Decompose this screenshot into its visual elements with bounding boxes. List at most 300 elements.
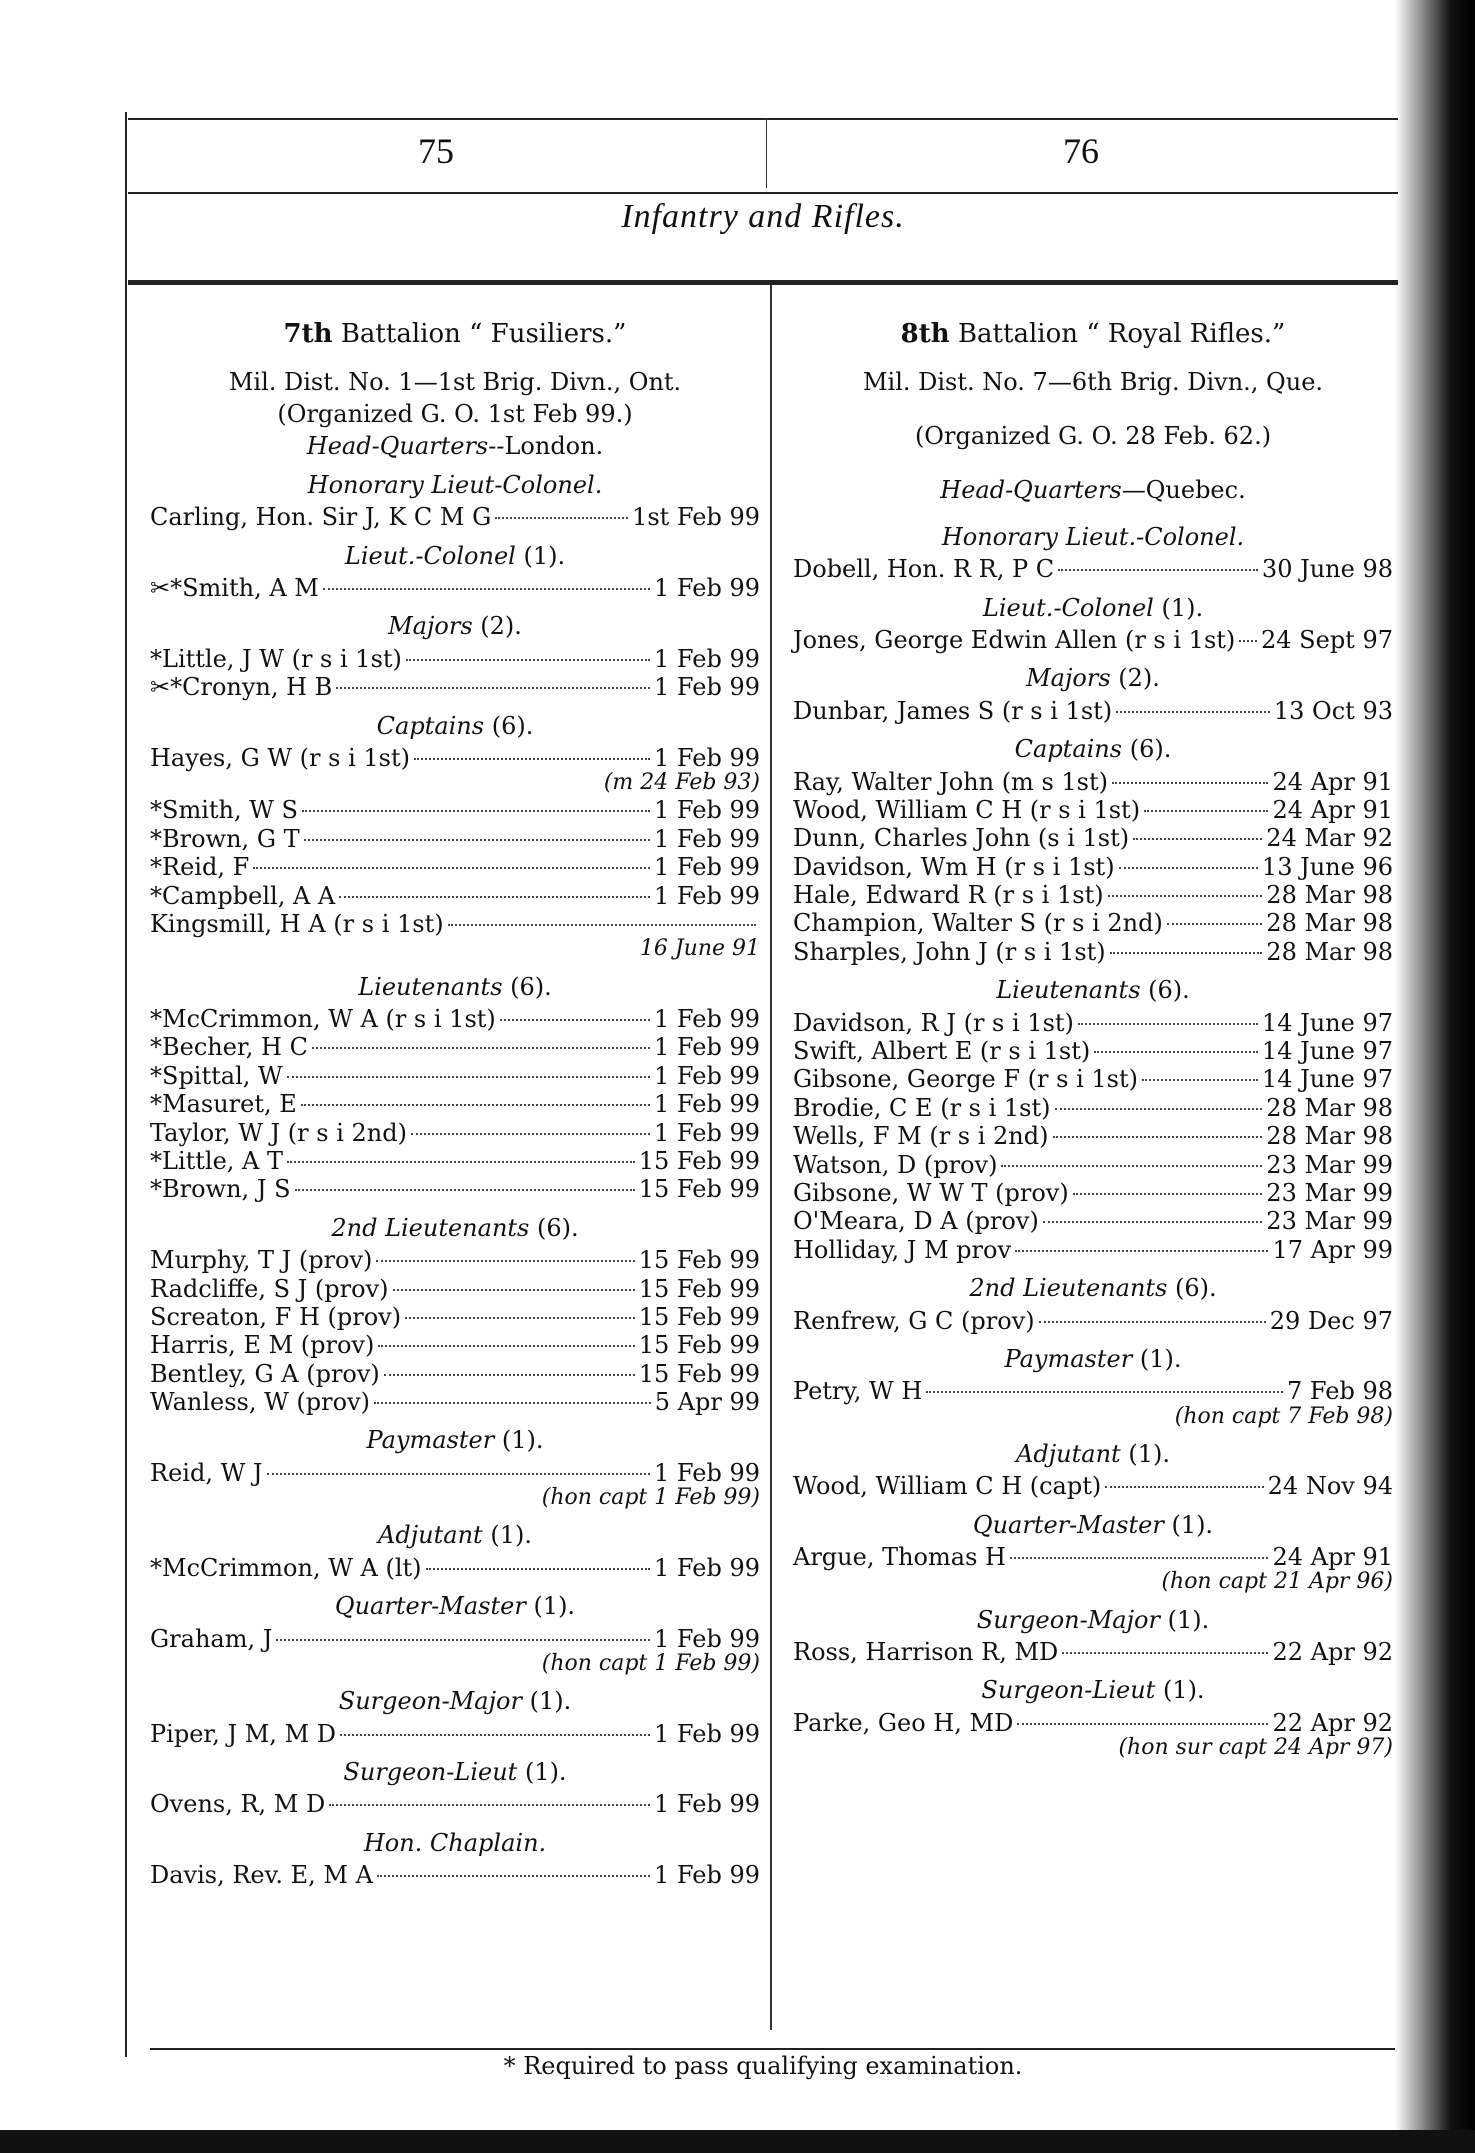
leader-dots bbox=[340, 1734, 650, 1736]
section-heading-label: Paymaster bbox=[1004, 1344, 1133, 1373]
officer-name: Swift, Albert E (r s i 1st) bbox=[793, 1037, 1091, 1066]
officer-name: Gibsone, George F (r s i 1st) bbox=[793, 1065, 1138, 1094]
section-heading bbox=[150, 1215, 760, 1241]
officer-entry bbox=[150, 1332, 760, 1358]
commission-date: 1st Feb 99 bbox=[632, 503, 760, 532]
commission-date: 17 Apr 99 bbox=[1272, 1235, 1393, 1264]
leader-dots bbox=[376, 1260, 634, 1262]
hq-label: Head-Quarters bbox=[940, 476, 1122, 505]
section-heading-label: Captains bbox=[376, 711, 485, 740]
commission-date: 1 Feb 99 bbox=[654, 1790, 760, 1819]
officer-entry bbox=[793, 1095, 1393, 1121]
scan-edge-shadow bbox=[1395, 0, 1475, 2153]
officer-entry bbox=[150, 826, 760, 852]
commission-date: 1 Feb 99 bbox=[654, 853, 760, 882]
officer-name: Brodie, C E (r s i 1st) bbox=[793, 1093, 1051, 1122]
section-heading bbox=[150, 713, 760, 739]
commission-date: 1 Feb 99 bbox=[654, 796, 760, 825]
commission-date: 7 Feb 98 bbox=[1287, 1377, 1393, 1406]
officer-name: Ray, Walter John (m s 1st) bbox=[793, 767, 1108, 796]
officer-name: Watson, D (prov) bbox=[793, 1150, 998, 1179]
officer-name: ✂*Cronyn, H B bbox=[150, 673, 333, 702]
officer-name: Davidson, R J (r s i 1st) bbox=[793, 1008, 1074, 1037]
officer-name: O'Meara, D A (prov) bbox=[793, 1207, 1039, 1236]
hq-value: --London. bbox=[488, 432, 604, 461]
leader-dots bbox=[323, 588, 650, 590]
battalion-name: Battalion “ Royal Rifles.” bbox=[957, 319, 1286, 349]
section-heading-count: (2). bbox=[1118, 664, 1160, 693]
section-heading-label: Quarter-Master bbox=[334, 1592, 526, 1621]
officer-entry bbox=[150, 745, 760, 771]
section-heading-count: (1). bbox=[1171, 1510, 1214, 1539]
officer-name: Hayes, G W (r s i 1st) bbox=[150, 743, 410, 772]
entry-note: 16 June 91 bbox=[639, 936, 760, 962]
leader-dots bbox=[1073, 1193, 1263, 1195]
officer-name: Taylor, W J (r s i 2nd) bbox=[150, 1118, 407, 1147]
section-heading bbox=[793, 1677, 1393, 1703]
section-heading-label: 2nd Lieutenants bbox=[969, 1274, 1168, 1303]
officer-name: Carling, Hon. Sir J, K C M G bbox=[150, 503, 492, 532]
officer-name: Wanless, W (prov) bbox=[150, 1388, 370, 1417]
leader-dots bbox=[301, 1104, 650, 1106]
commission-date: 1 Feb 99 bbox=[654, 573, 760, 602]
commission-date: 15 Feb 99 bbox=[638, 1302, 760, 1331]
section-heading-label: Honorary Lieut-Colonel. bbox=[307, 470, 603, 499]
commission-date: 1 Feb 99 bbox=[654, 1861, 760, 1890]
leader-dots bbox=[411, 1133, 650, 1135]
leader-dots bbox=[1108, 895, 1263, 897]
commission-date: 29 Dec 97 bbox=[1269, 1306, 1393, 1335]
officer-name: Wood, William C H (capt) bbox=[793, 1472, 1102, 1501]
officer-entry bbox=[793, 939, 1393, 965]
commission-date: 24 Mar 92 bbox=[1266, 824, 1393, 853]
officer-name: Davis, Rev. E, M A bbox=[150, 1861, 373, 1890]
section-heading bbox=[150, 1830, 760, 1856]
section-heading-count: (1). bbox=[490, 1521, 532, 1550]
leader-dots bbox=[500, 1019, 650, 1021]
hq-label: Head-Quarters bbox=[306, 432, 489, 461]
commission-date: 23 Mar 99 bbox=[1266, 1207, 1393, 1236]
commission-date: 1 Feb 99 bbox=[654, 1624, 760, 1653]
officer-entry bbox=[793, 1152, 1393, 1178]
section-heading-label: Adjutant bbox=[378, 1521, 483, 1550]
officer-entry bbox=[150, 911, 760, 937]
section-heading-label: Quarter-Master bbox=[972, 1510, 1164, 1539]
section-heading bbox=[150, 472, 760, 498]
officer-entry bbox=[793, 797, 1393, 823]
commission-date: 1 Feb 99 bbox=[654, 1090, 760, 1119]
commission-date: 28 Mar 98 bbox=[1266, 881, 1393, 910]
officer-name: *Smith, W S bbox=[150, 796, 298, 825]
entry-note: (hon capt 1 Feb 99) bbox=[541, 1485, 760, 1511]
officer-name: Jones, George Edwin Allen (r s i 1st) bbox=[793, 625, 1236, 654]
section-heading bbox=[150, 974, 760, 1000]
commission-date: 1 Feb 99 bbox=[654, 1061, 760, 1090]
commission-date: 13 June 96 bbox=[1261, 852, 1393, 881]
officer-name: Kingsmill, H A (r s i 1st) bbox=[150, 910, 444, 939]
leader-dots bbox=[1239, 640, 1257, 642]
section-heading-label: Surgeon-Major bbox=[338, 1687, 522, 1716]
section-heading-count: (1). bbox=[533, 1592, 576, 1621]
section-heading-count: (6). bbox=[1148, 976, 1190, 1005]
leader-dots bbox=[406, 659, 650, 661]
entry-note: (hon capt 21 Apr 96) bbox=[1161, 1569, 1393, 1595]
leader-dots bbox=[1133, 838, 1262, 840]
leader-dots bbox=[1094, 1051, 1258, 1053]
commission-date: 28 Mar 98 bbox=[1266, 1122, 1393, 1151]
organized-left: (Organized G. O. 1st Feb 99.) bbox=[277, 399, 633, 428]
section-heading-count: (6). bbox=[510, 972, 552, 1001]
officer-entry bbox=[793, 1180, 1393, 1206]
battalion-number: 8th bbox=[900, 319, 950, 349]
section-heading-count: (6). bbox=[1175, 1274, 1217, 1303]
district-right: Mil. Dist. No. 7—6th Brig. Divn., Que. bbox=[862, 367, 1324, 396]
commission-date: 1 Feb 99 bbox=[654, 881, 760, 910]
section-heading bbox=[793, 1512, 1393, 1538]
officer-entry bbox=[150, 1063, 760, 1089]
leader-dots bbox=[1167, 923, 1262, 925]
leader-dots bbox=[926, 1391, 1283, 1393]
officer-entry bbox=[150, 1626, 760, 1652]
officer-name: Radcliffe, S J (prov) bbox=[150, 1274, 389, 1303]
section-heading-count: (6). bbox=[491, 711, 534, 740]
section-heading bbox=[793, 736, 1393, 762]
leader-dots bbox=[287, 1161, 635, 1163]
officer-entry bbox=[793, 882, 1393, 908]
officer-entry bbox=[150, 1148, 760, 1174]
officer-name: ✂*Smith, A M bbox=[150, 573, 319, 602]
commission-date: 1 Feb 99 bbox=[654, 824, 760, 853]
officer-entry bbox=[150, 1862, 760, 1888]
leader-dots bbox=[1043, 1221, 1262, 1223]
commission-date: 1 Feb 99 bbox=[654, 644, 760, 673]
leader-dots bbox=[378, 1345, 634, 1347]
battalion-title-right bbox=[793, 320, 1393, 349]
officer-name: Bentley, G A (prov) bbox=[150, 1359, 380, 1388]
officer-name: Parke, Geo H, MD bbox=[793, 1708, 1014, 1737]
officer-entry bbox=[793, 1473, 1393, 1499]
right-column bbox=[793, 320, 1393, 1760]
leader-dots bbox=[377, 1875, 650, 1877]
commission-date: 30 June 98 bbox=[1261, 555, 1393, 584]
leader-dots bbox=[304, 839, 650, 841]
officer-entry bbox=[150, 1176, 760, 1202]
commission-date: 15 Feb 99 bbox=[638, 1146, 760, 1175]
entry-note: (hon capt 7 Feb 98) bbox=[1174, 1403, 1393, 1429]
officer-entry bbox=[793, 825, 1393, 851]
leader-dots bbox=[339, 896, 650, 898]
leader-dots bbox=[329, 1804, 650, 1806]
section-heading-label: Captains bbox=[1014, 735, 1123, 764]
leader-dots bbox=[1039, 1321, 1266, 1323]
leader-dots bbox=[1062, 1652, 1268, 1654]
officer-name: *Campbell, A A bbox=[150, 881, 336, 910]
leader-dots bbox=[1142, 1079, 1258, 1081]
section-heading-count: (6). bbox=[537, 1213, 579, 1242]
officer-entry bbox=[793, 1208, 1393, 1234]
officer-entry bbox=[150, 854, 760, 880]
commission-date: 28 Mar 98 bbox=[1266, 937, 1393, 966]
leader-dots bbox=[393, 1289, 635, 1291]
section-heading-label: Majors bbox=[388, 612, 473, 641]
officer-entry bbox=[150, 575, 760, 601]
leader-dots bbox=[1105, 1486, 1263, 1488]
leader-dots bbox=[495, 517, 628, 519]
officer-entry bbox=[150, 1555, 760, 1581]
officer-entry bbox=[793, 1123, 1393, 1149]
officer-name: Argue, Thomas H bbox=[793, 1543, 1006, 1572]
officer-entry bbox=[150, 1120, 760, 1146]
officer-name: *Spittal, W bbox=[150, 1061, 283, 1090]
leader-dots bbox=[1144, 810, 1268, 812]
section-heading bbox=[150, 1593, 760, 1619]
battalion-number: 7th bbox=[283, 319, 333, 349]
officer-entry bbox=[150, 1276, 760, 1302]
battalion-title-left bbox=[150, 320, 760, 349]
commission-date: 14 June 97 bbox=[1261, 1037, 1393, 1066]
officer-entry bbox=[793, 1710, 1393, 1736]
section-heading-label: Surgeon-Lieut bbox=[343, 1757, 518, 1786]
officer-entry bbox=[793, 854, 1393, 880]
commission-date: 5 Apr 99 bbox=[654, 1388, 760, 1417]
organized-right: (Organized G. O. 28 Feb. 62.) bbox=[914, 421, 1272, 450]
section-heading bbox=[793, 1607, 1393, 1633]
officer-entry bbox=[150, 646, 760, 672]
officer-entry bbox=[150, 1034, 760, 1060]
officer-entry bbox=[793, 769, 1393, 795]
commission-date: 1 Feb 99 bbox=[654, 1005, 760, 1033]
commission-date: 1 Feb 99 bbox=[654, 1033, 760, 1062]
officer-entry bbox=[150, 674, 760, 700]
leader-dots bbox=[276, 1639, 650, 1641]
section-heading-count: (2). bbox=[480, 612, 522, 641]
leader-dots bbox=[1010, 1557, 1269, 1559]
section-heading-label: Majors bbox=[1026, 664, 1111, 693]
page-number-right: 76 bbox=[1063, 131, 1099, 171]
commission-date: 15 Feb 99 bbox=[638, 1175, 760, 1204]
section-heading-count: (1). bbox=[1162, 1676, 1205, 1705]
commission-date: 22 Apr 92 bbox=[1272, 1638, 1393, 1667]
officer-name: Davidson, Wm H (r s i 1st) bbox=[793, 852, 1115, 881]
officer-name: Screaton, F H (prov) bbox=[150, 1302, 402, 1331]
section-heading bbox=[150, 613, 760, 639]
officer-entry bbox=[150, 1721, 760, 1747]
section-heading-label: Honorary Lieut.-Colonel. bbox=[941, 522, 1245, 551]
officer-entry bbox=[793, 1378, 1393, 1404]
section-heading-label: Surgeon-Major bbox=[976, 1605, 1160, 1634]
officer-entry bbox=[150, 1091, 760, 1117]
leader-dots bbox=[287, 1076, 650, 1078]
officer-entry bbox=[793, 1038, 1393, 1064]
officer-name: Dunbar, James S (r s i 1st) bbox=[793, 696, 1113, 725]
commission-date: 1 Feb 99 bbox=[654, 1553, 760, 1582]
commission-date: 23 Mar 99 bbox=[1266, 1178, 1393, 1207]
officer-entry bbox=[150, 504, 760, 530]
commission-date: 22 Apr 92 bbox=[1272, 1708, 1393, 1737]
section-heading bbox=[793, 1275, 1393, 1301]
battalion-name: Battalion “ Fusiliers.” bbox=[340, 319, 627, 349]
commission-date: 24 Apr 91 bbox=[1272, 1543, 1393, 1572]
officer-name: Petry, W H bbox=[793, 1377, 923, 1406]
officer-entry bbox=[150, 1247, 760, 1273]
commission-date: 24 Apr 91 bbox=[1272, 767, 1393, 796]
leader-dots bbox=[1055, 1108, 1263, 1110]
section-heading-label: Lieut.-Colonel bbox=[344, 541, 516, 570]
officer-name: *Reid, F bbox=[150, 853, 250, 882]
section-heading-label: Lieutenants bbox=[996, 976, 1141, 1005]
commission-date: 1 Feb 99 bbox=[654, 1118, 760, 1147]
page-number-divider bbox=[766, 118, 767, 188]
leader-dots bbox=[253, 867, 650, 869]
section-heading-label: Paymaster bbox=[366, 1426, 495, 1455]
section-heading-count: (1). bbox=[1139, 1344, 1182, 1373]
leader-dots bbox=[374, 1402, 651, 1404]
column-divider bbox=[770, 285, 772, 2030]
leader-dots bbox=[1017, 1723, 1268, 1725]
officer-name: Graham, J bbox=[150, 1624, 273, 1653]
commission-date: 15 Feb 99 bbox=[638, 1359, 760, 1388]
officer-entry bbox=[793, 1308, 1393, 1334]
section-heading-count: (1). bbox=[1167, 1605, 1210, 1634]
section-heading bbox=[793, 1346, 1393, 1372]
leader-dots bbox=[267, 1473, 651, 1475]
officer-name: Gibsone, W W T (prov) bbox=[793, 1178, 1069, 1207]
leader-dots bbox=[384, 1374, 635, 1376]
officer-name: Reid, W J bbox=[150, 1458, 263, 1487]
section-heading bbox=[150, 1688, 760, 1714]
section-heading-label: Lieutenants bbox=[358, 972, 503, 1001]
section-heading-label: Lieut.-Colonel bbox=[982, 593, 1154, 622]
officer-name: Murphy, T J (prov) bbox=[150, 1246, 373, 1275]
officer-entry bbox=[793, 627, 1393, 653]
section-heading bbox=[793, 524, 1393, 550]
leader-dots bbox=[414, 758, 650, 760]
officer-name: Hale, Edward R (r s i 1st) bbox=[793, 881, 1104, 910]
section-heading-label: Surgeon-Lieut bbox=[981, 1676, 1156, 1705]
bottom-rule bbox=[150, 2048, 1395, 2050]
section-heading bbox=[150, 1427, 760, 1453]
officer-name: Sharples, John J (r s i 1st) bbox=[793, 937, 1106, 966]
section-heading-label: 2nd Lieutenants bbox=[331, 1213, 530, 1242]
officer-name: *McCrimmon, W A (lt) bbox=[150, 1553, 422, 1582]
section-heading bbox=[793, 977, 1393, 1003]
officer-entry bbox=[793, 1010, 1393, 1036]
commission-date: 1 Feb 99 bbox=[654, 743, 760, 772]
entry-note: (hon capt 1 Feb 99) bbox=[541, 1651, 760, 1676]
section-title: Infantry and Rifles. bbox=[621, 198, 905, 235]
leader-dots bbox=[302, 810, 650, 812]
leader-dots bbox=[1001, 1165, 1262, 1167]
commission-date: 14 June 97 bbox=[1261, 1065, 1393, 1094]
commission-date: 1 Feb 99 bbox=[654, 1719, 760, 1748]
entry-note: (hon sur capt 24 Apr 97) bbox=[1118, 1735, 1393, 1761]
leader-dots bbox=[1119, 867, 1258, 869]
officer-name: Ovens, R, M D bbox=[150, 1790, 326, 1819]
commission-date: 1 Feb 99 bbox=[654, 673, 760, 702]
hq-value: —Quebec. bbox=[1121, 476, 1246, 505]
section-heading-count: (1). bbox=[524, 1757, 567, 1786]
officer-entry bbox=[793, 1639, 1393, 1665]
section-heading-count: (1). bbox=[1128, 1439, 1170, 1468]
leader-dots bbox=[1110, 952, 1263, 954]
page-number-row bbox=[128, 118, 1398, 193]
headquarters-left bbox=[150, 433, 760, 459]
section-heading-count: (1). bbox=[1161, 593, 1204, 622]
leader-dots bbox=[1116, 711, 1270, 713]
leader-dots bbox=[1112, 782, 1269, 784]
officer-name: Harris, E M (prov) bbox=[150, 1331, 375, 1360]
commission-date: 28 Mar 98 bbox=[1266, 1093, 1393, 1122]
officer-name: *Becher, H C bbox=[150, 1033, 308, 1062]
commission-date: 1 Feb 99 bbox=[654, 1458, 760, 1487]
section-heading bbox=[793, 665, 1393, 691]
commission-date: 24 Sept 97 bbox=[1261, 625, 1393, 654]
leader-dots bbox=[1015, 1250, 1268, 1252]
section-heading bbox=[150, 543, 760, 569]
officer-name: *McCrimmon, W A (r s i 1st) bbox=[150, 1005, 496, 1033]
officer-name: Holliday, J M prov bbox=[793, 1235, 1012, 1264]
commission-date: 23 Mar 99 bbox=[1266, 1150, 1393, 1179]
commission-date: 13 Oct 93 bbox=[1273, 696, 1393, 725]
officer-name: Wood, William C H (r s i 1st) bbox=[793, 795, 1141, 824]
officer-entry bbox=[150, 1460, 760, 1486]
officer-entry bbox=[793, 1544, 1393, 1570]
section-heading-count: (6). bbox=[1129, 735, 1172, 764]
officer-entry bbox=[150, 1361, 760, 1387]
section-heading-count: (1). bbox=[501, 1426, 544, 1455]
leader-dots bbox=[336, 687, 650, 689]
section-heading bbox=[150, 1759, 760, 1785]
right-sections bbox=[793, 524, 1393, 1761]
leader-dots bbox=[405, 1317, 635, 1319]
section-heading-label: Hon. Chaplain. bbox=[363, 1828, 547, 1857]
scan-bottom-edge bbox=[0, 2130, 1475, 2153]
section-heading bbox=[793, 1441, 1393, 1467]
page-number-left: 75 bbox=[418, 131, 454, 171]
title-thick-rule bbox=[128, 280, 1398, 285]
officer-entry bbox=[793, 698, 1393, 724]
commission-date: 15 Feb 99 bbox=[638, 1331, 760, 1360]
commission-date: 28 Mar 98 bbox=[1266, 909, 1393, 938]
officer-entry bbox=[150, 1304, 760, 1330]
footnote: * Required to pass qualifying examination. bbox=[503, 2052, 1023, 2080]
leader-dots bbox=[1053, 1136, 1263, 1138]
leader-dots bbox=[312, 1047, 650, 1049]
officer-name: Piper, J M, M D bbox=[150, 1719, 337, 1748]
header-rule bbox=[128, 192, 1398, 194]
headquarters-right bbox=[793, 477, 1393, 503]
officer-entry bbox=[793, 1237, 1393, 1263]
officer-name: Wells, F M (r s i 2nd) bbox=[793, 1122, 1049, 1151]
commission-date: 24 Apr 91 bbox=[1272, 795, 1393, 824]
commission-date: 14 June 97 bbox=[1261, 1008, 1393, 1037]
section-heading-count: (1). bbox=[529, 1687, 572, 1716]
officer-entry bbox=[150, 797, 760, 823]
leader-dots bbox=[1058, 569, 1258, 571]
left-sections bbox=[150, 472, 760, 1889]
officer-entry bbox=[150, 1006, 760, 1032]
officer-entry bbox=[150, 883, 760, 909]
section-heading-count: (1). bbox=[523, 541, 566, 570]
officer-name: *Brown, J S bbox=[150, 1175, 291, 1204]
left-column bbox=[150, 320, 760, 1891]
section-heading bbox=[150, 1522, 760, 1548]
officer-name: Ross, Harrison R, MD bbox=[793, 1638, 1059, 1667]
officer-entry bbox=[793, 910, 1393, 936]
section-heading bbox=[793, 595, 1393, 621]
officer-name: *Little, J W (r s i 1st) bbox=[150, 644, 402, 673]
officer-entry bbox=[150, 1791, 760, 1817]
